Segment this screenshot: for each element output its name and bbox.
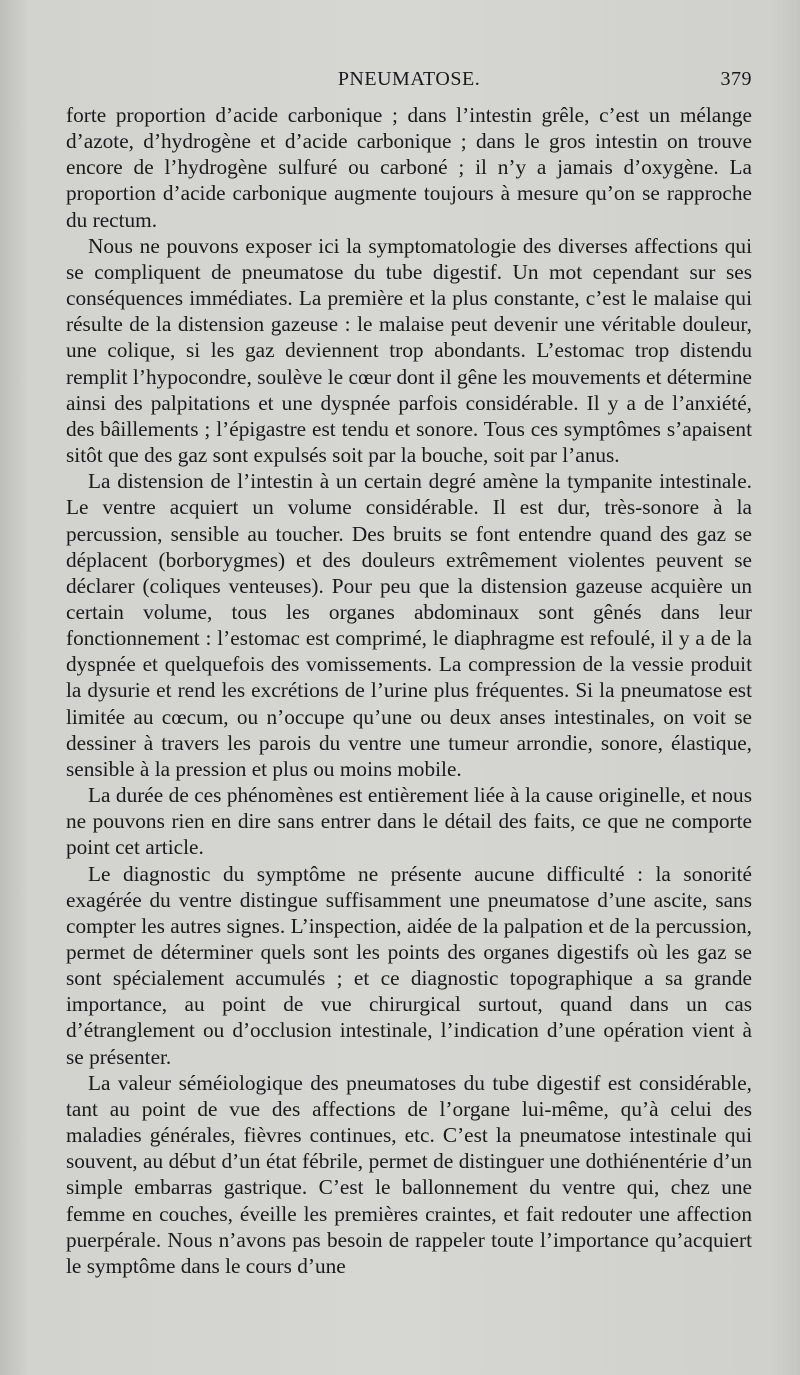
page-number: 379 [720, 68, 752, 90]
paragraph-semeiology: La valeur séméiologique des pneumatoses du tube digestif est considérable, tant au point de vue des affections de l’organe lui-même, qu’à celui des maladies générales, fièvres continues, etc. C’est la pneumatose intestinale qui souvent, au début d’un état fébrile, permet de distinguer une dothiénentérie d’un simple embarras gastrique. C’est le ballonnement du ventre qui, chez une femme en couches, éveille les premières craintes, et fait redouter une affection puerpérale. Nous n’avons pas besoin de rappeler toute l’importance qu’acquiert le symptôme dans le cours d’une [66, 1070, 752, 1278]
running-header [66, 68, 752, 98]
paragraph-symptoms: Nous ne pouvons exposer ici la symptomatologie des diverses affections qui se compliquent de pneumatose du tube digestif. Un mot cependant sur ses conséquences immédiates. La première et la plus constante, c’est le malaise qui résulte de la distension gazeuse : le malaise peut devenir une véritable douleur, une colique, si les gaz deviennent trop abondants. L’estomac trop distendu remplit l’hypocondre, soulève le cœur dont il gêne les mouvements et détermine ainsi des palpitations et une dyspnée parfois considérable. Il y a de l’anxiété, des bâillements ; l’épigastre est tendu et sonore. Tous ces symptômes s’apaisent sitôt que des gaz sont expulsés soit par la bouche, soit par l’anus. [66, 233, 752, 468]
paragraph-continuation: forte proportion d’acide carbonique ; dans l’intestin grêle, c’est un mélange d’azote, d’hydrogène et d’acide carbonique ; dans le gros intestin on trouve encore de l’hydrogène sulfuré ou carboné ; il n’y a jamais d’oxygène. La proportion d’acide carbonique augmente toujours à mesure qu’on se rapproche du rectum. [66, 103, 752, 232]
running-title: PNEUMATOSE. [337, 68, 481, 90]
paragraph-diagnostic: Le diagnostic du symptôme ne présente aucune difficulté : la sonorité exagérée du ventre distingue suffisamment une pneumatose d’une ascite, sans compter les autres signes. L’inspection, aidée de la palpation et de la percussion, permet de déterminer quels sont les points des organes digestifs où les gaz se sont spécialement accumulés ; et ce diagnostic topographique a sa grande importance, au point de vue chirurgical surtout, quand dans un cas d’étranglement ou d’occlusion intestinale, l’indication d’une opération vient à se présenter. [66, 861, 752, 1069]
paragraph-tympanite: La distension de l’intestin à un certain degré amène la tympanite intestinale. Le ventre acquiert un volume considérable. Il est dur, très-sonore à la percussion, sensible au toucher. Des bruits se font entendre quand des gaz se déplacent (borborygmes) et des douleurs extrêmement violentes peuvent se déclarer (coliques venteuses). Pour peu que la distension gazeuse acquière un certain volume, tous les organes abdominaux sont gênés dans leur fonctionnement : l’estomac est comprimé, le diaphragme est refoulé, il y a de la dyspnée et quelquefois des vomissements. La compression de la vessie produit la dysurie et rend les excrétions de l’urine plus fréquentes. Si la pneumatose est limitée au cœcum, ou n’occupe qu’une ou deux anses intestinales, on voit se dessiner à travers les parois du ventre une tumeur arrondie, sonore, élastique, sensible à la pression et plus ou moins mobile. [66, 469, 752, 781]
paragraph-duration: La durée de ces phénomènes est entièrement liée à la cause originelle, et nous ne pouvons rien en dire sans entrer dans le détail des faits, ce que ne comporte point cet article. [66, 783, 752, 860]
body-text [66, 102, 752, 1279]
